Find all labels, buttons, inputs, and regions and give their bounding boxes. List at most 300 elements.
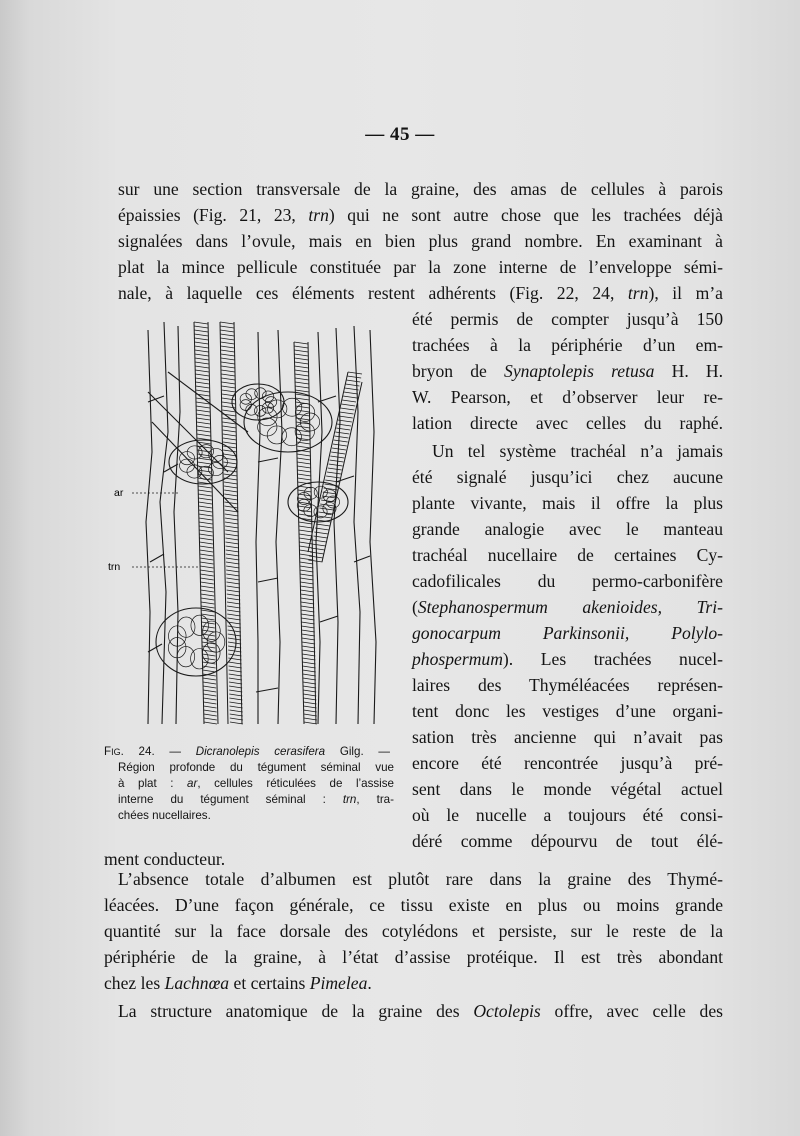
italic-term: trn xyxy=(308,205,329,225)
spiral-thickening xyxy=(194,342,208,344)
spiral-thickening xyxy=(303,694,316,696)
spiral-thickening xyxy=(299,542,312,544)
spiral-thickening xyxy=(326,476,340,478)
spiral-thickening xyxy=(302,666,315,668)
spiral-thickening xyxy=(204,706,217,708)
spiral-thickening xyxy=(197,462,211,464)
spiral-thickening xyxy=(302,646,315,648)
spiral-thickening xyxy=(299,550,312,552)
spiral-thickening xyxy=(195,350,209,352)
spiral-thickening xyxy=(332,448,346,450)
spiral-thickening xyxy=(229,694,242,696)
spiral-thickening xyxy=(199,514,213,516)
spiral-thickening xyxy=(200,550,213,552)
spiral-thickening xyxy=(226,562,239,564)
spiral-thickening xyxy=(198,490,212,492)
figure-24-illustration xyxy=(108,312,400,740)
text-line: bryon de Synaptolepis retusa H. H. xyxy=(412,361,723,381)
spiral-thickening xyxy=(201,606,214,608)
text-line: sent dans le monde végétal actuel xyxy=(412,779,723,799)
spiral-thickening xyxy=(227,598,240,600)
italic-term: trn xyxy=(627,283,649,303)
spiral-thickening xyxy=(342,400,356,402)
spiral-thickening xyxy=(230,718,243,720)
spiral-thickening xyxy=(297,462,311,464)
spiral-thickening xyxy=(199,530,212,532)
spiral-thickening xyxy=(195,378,209,380)
spiral-thickening xyxy=(200,574,213,576)
spiral-thickening xyxy=(301,602,314,604)
spiral-thickening xyxy=(195,358,209,360)
spiral-thickening xyxy=(196,418,210,420)
spiral-thickening xyxy=(222,410,236,412)
text-line: plat la mince pellicule constituée par la zone interne de l’enveloppe sémi- xyxy=(118,257,723,277)
spiral-thickening xyxy=(228,662,241,664)
spiral-thickening xyxy=(226,574,239,576)
text-line: trachées à la périphérie d’un em- xyxy=(412,335,723,355)
spiral-thickening xyxy=(303,674,316,676)
spiral-thickening xyxy=(200,570,213,572)
spiral-thickening xyxy=(295,374,309,376)
text-line: ment conducteur. xyxy=(104,849,226,869)
spiral-thickening xyxy=(223,430,237,432)
figure-caption-line: Région profonde du tégument séminal vue xyxy=(118,761,394,774)
spiral-thickening xyxy=(203,686,216,688)
text-line: trachéal nucellaire de certaines Cy- xyxy=(412,545,723,565)
figure-caption-line: chées nucellaires. xyxy=(118,809,211,822)
spiral-thickening xyxy=(295,370,309,372)
text-line: sur une section transversale de la graine, des amas de cellules à parois xyxy=(118,179,723,199)
italic-term: Stephanospermum akenioides, xyxy=(417,597,663,617)
spiral-thickening xyxy=(328,468,342,470)
italic-term: Polylo- xyxy=(671,623,723,643)
italic-term: phospermum xyxy=(412,649,503,669)
spiral-thickening xyxy=(229,686,242,688)
spiral-thickening xyxy=(299,530,313,532)
spiral-thickening xyxy=(225,514,239,516)
spiral-thickening xyxy=(303,702,316,704)
spiral-thickening xyxy=(299,526,313,528)
text-line: La structure anatomique de la graine des Octolepis offre, avec celle des xyxy=(118,1001,723,1021)
spiral-thickening xyxy=(228,626,241,628)
spiral-thickening xyxy=(337,424,351,426)
spiral-thickening xyxy=(295,366,309,368)
spiral-thickening xyxy=(199,538,212,540)
spiral-thickening xyxy=(201,602,214,604)
page-number: — 45 — xyxy=(365,124,435,145)
text-line: où le nucelle a toujours été consi- xyxy=(412,805,723,825)
text-line: tent donc les vestiges d’une organi- xyxy=(412,701,723,721)
spiral-thickening xyxy=(224,502,238,504)
italic-term: Pimelea xyxy=(309,973,368,993)
spiral-thickening xyxy=(295,386,309,388)
italic-term: Tri- xyxy=(696,597,723,617)
spiral-thickening xyxy=(226,570,239,572)
spiral-thickening xyxy=(223,442,237,444)
spiral-thickening xyxy=(334,440,348,442)
spiral-thickening xyxy=(221,366,235,368)
spiral-thickening xyxy=(228,634,241,636)
spiral-thickening xyxy=(223,438,237,440)
spiral-thickening xyxy=(195,366,209,368)
spiral-thickening xyxy=(222,402,236,404)
spiral-thickening xyxy=(316,524,330,526)
spiral-thickening xyxy=(300,570,313,572)
spiral-thickening xyxy=(296,426,310,428)
spiral-thickening xyxy=(312,544,326,546)
spiral-thickening xyxy=(300,590,313,592)
italic-term: Octolepis xyxy=(473,1001,541,1021)
spiral-thickening xyxy=(301,618,314,620)
spiral-thickening xyxy=(339,416,353,418)
spiral-thickening xyxy=(225,534,238,536)
spiral-thickening xyxy=(199,518,213,520)
text-line: quantité sur la face dorsale des cotylédons et persiste, sur le reste de la xyxy=(104,921,723,941)
text-line: (Stephanospermum akenioides, Tri- xyxy=(412,597,723,617)
spiral-thickening xyxy=(202,630,215,632)
spiral-thickening xyxy=(301,598,314,600)
spiral-thickening xyxy=(197,430,211,432)
spiral-thickening xyxy=(223,434,237,436)
reticulate-thickening xyxy=(209,462,224,475)
spiral-thickening xyxy=(336,428,350,430)
spiral-thickening xyxy=(194,338,208,340)
text-line: épaissies (Fig. 21, 23, trn) qui ne sont autre chose que les trachées déjà xyxy=(118,205,723,225)
spiral-thickening xyxy=(199,522,213,524)
spiral-thickening xyxy=(220,322,234,324)
spiral-thickening xyxy=(295,382,309,384)
figure-caption-line: à plat : ar, cellules réticulées de l’assise xyxy=(118,777,394,790)
text-line: laires des Thyméléacées représen- xyxy=(412,675,723,695)
spiral-thickening xyxy=(295,378,309,380)
reticulate-thickening xyxy=(202,643,220,663)
spiral-thickening xyxy=(301,622,314,624)
spiral-thickening xyxy=(198,486,212,488)
spiral-thickening xyxy=(198,494,212,496)
spiral-thickening xyxy=(300,566,313,568)
spiral-thickening xyxy=(195,370,209,372)
spiral-thickening xyxy=(204,718,217,720)
spiral-thickening xyxy=(199,534,212,536)
text-line: périphérie de la graine, à l’état d’assise protéique. Il est très abondant xyxy=(104,947,723,967)
spiral-thickening xyxy=(222,390,236,392)
reticulate-thickening xyxy=(191,615,209,635)
spiral-thickening xyxy=(200,554,213,556)
spiral-thickening xyxy=(196,414,210,416)
spiral-thickening xyxy=(227,614,240,616)
spiral-thickening xyxy=(222,398,236,400)
spiral-thickening xyxy=(199,510,213,512)
spiral-thickening xyxy=(304,714,317,716)
spiral-thickening xyxy=(301,594,314,596)
spiral-thickening xyxy=(204,722,217,724)
spiral-thickening xyxy=(299,546,312,548)
spiral-thickening xyxy=(203,670,216,672)
spiral-thickening xyxy=(221,374,235,376)
spiral-thickening xyxy=(197,458,211,460)
spiral-thickening xyxy=(194,326,208,328)
label-trn: trn xyxy=(108,561,121,573)
spiral-thickening xyxy=(228,646,241,648)
spiral-thickening xyxy=(195,362,209,364)
spiral-thickening xyxy=(202,654,215,656)
spiral-thickening xyxy=(202,638,215,640)
text-line: nale, à laquelle ces éléments restent adhérents (Fig. 22, 24, trn), il m’a xyxy=(118,283,723,303)
spiral-thickening xyxy=(226,578,239,580)
reticulate-thickening xyxy=(255,388,266,399)
spiral-thickening xyxy=(199,506,213,508)
spiral-thickening xyxy=(203,682,216,684)
spiral-thickening xyxy=(347,376,361,378)
spiral-thickening xyxy=(294,342,308,344)
spiral-thickening xyxy=(224,490,238,492)
spiral-thickening xyxy=(227,602,240,604)
spiral-thickening xyxy=(297,470,311,472)
spiral-thickening xyxy=(329,460,343,462)
spiral-thickening xyxy=(196,410,210,412)
spiral-thickening xyxy=(226,550,239,552)
spiral-thickening xyxy=(227,586,240,588)
spiral-thickening xyxy=(203,690,216,692)
spiral-thickening xyxy=(195,346,209,348)
spiral-thickening xyxy=(194,322,208,324)
italic-term: Lachnœa xyxy=(164,973,230,993)
spiral-thickening xyxy=(226,566,239,568)
spiral-thickening xyxy=(229,674,242,676)
spiral-thickening xyxy=(304,710,317,712)
spiral-thickening xyxy=(303,698,316,700)
spiral-thickening xyxy=(196,422,210,424)
spiral-thickening xyxy=(304,722,317,724)
spiral-thickening xyxy=(220,338,234,340)
spiral-thickening xyxy=(348,372,362,374)
spiral-thickening xyxy=(303,670,316,672)
spiral-thickening xyxy=(296,410,310,412)
spiral-thickening xyxy=(299,534,312,536)
spiral-thickening xyxy=(300,562,313,564)
spiral-thickening xyxy=(345,384,359,386)
text-line: grande analogie avec le manteau xyxy=(412,519,723,539)
text-line: cadofilicales du permo-carbonifère xyxy=(412,571,723,591)
spiral-thickening xyxy=(223,446,237,448)
spiral-thickening xyxy=(230,714,243,716)
spiral-thickening xyxy=(194,334,208,336)
spiral-thickening xyxy=(195,382,209,384)
spiral-thickening xyxy=(304,718,317,720)
spiral-thickening xyxy=(295,362,309,364)
spiral-thickening xyxy=(229,678,242,680)
spiral-thickening xyxy=(225,530,238,532)
text-line: lation directe avec celles du raphé. xyxy=(412,413,723,433)
spiral-thickening xyxy=(302,630,315,632)
spiral-thickening xyxy=(222,414,236,416)
spiral-thickening xyxy=(224,494,238,496)
spiral-thickening xyxy=(325,480,339,482)
spiral-thickening xyxy=(300,582,313,584)
spiral-thickening xyxy=(197,434,211,436)
spiral-thickening xyxy=(224,470,238,472)
spiral-thickening xyxy=(333,444,347,446)
spiral-thickening xyxy=(297,446,311,448)
spiral-thickening xyxy=(228,654,241,656)
spiral-thickening xyxy=(227,606,240,608)
spiral-thickening xyxy=(203,698,216,700)
text-line: W. Pearson, et d’observer leur re- xyxy=(412,387,723,407)
spiral-thickening xyxy=(227,594,240,596)
spiral-thickening xyxy=(302,662,315,664)
spiral-thickening xyxy=(302,642,315,644)
spiral-thickening xyxy=(344,392,358,394)
spiral-thickening xyxy=(225,506,239,508)
spiral-thickening xyxy=(221,382,235,384)
spiral-thickening xyxy=(223,458,237,460)
spiral-thickening xyxy=(341,404,355,406)
spiral-thickening xyxy=(313,536,327,538)
spiral-thickening xyxy=(196,406,210,408)
spiral-thickening xyxy=(302,650,315,652)
spiral-thickening xyxy=(230,722,243,724)
reticulate-thickening xyxy=(282,398,301,416)
spiral-thickening xyxy=(200,558,213,560)
spiral-thickening xyxy=(301,614,314,616)
spiral-thickening xyxy=(294,350,308,352)
spiral-thickening xyxy=(201,594,214,596)
spiral-thickening xyxy=(297,458,311,460)
spiral-thickening xyxy=(203,678,216,680)
spiral-thickening xyxy=(311,548,325,550)
spiral-thickening xyxy=(226,554,239,556)
spiral-thickening xyxy=(200,562,213,564)
spiral-thickening xyxy=(222,386,236,388)
spiral-thickening xyxy=(221,358,235,360)
text-line: phospermum). Les trachées nucel- xyxy=(412,649,723,669)
spiral-thickening xyxy=(225,518,239,520)
spiral-thickening xyxy=(297,466,311,468)
spiral-thickening xyxy=(220,342,234,344)
spiral-thickening xyxy=(227,618,240,620)
spiral-thickening xyxy=(196,386,210,388)
spiral-thickening xyxy=(220,334,234,336)
spiral-thickening xyxy=(323,492,337,494)
spiral-thickening xyxy=(225,522,239,524)
spiral-thickening xyxy=(195,374,209,376)
spiral-thickening xyxy=(196,390,210,392)
spiral-thickening xyxy=(228,642,241,644)
spiral-thickening xyxy=(204,714,217,716)
spiral-thickening xyxy=(229,702,242,704)
reticulate-thickening xyxy=(295,404,314,422)
spiral-thickening xyxy=(200,546,213,548)
spiral-thickening xyxy=(225,542,238,544)
spiral-thickening xyxy=(225,526,238,528)
text-line: été permis de compter jusqu’à 150 xyxy=(412,309,723,329)
spiral-thickening xyxy=(227,610,240,612)
spiral-thickening xyxy=(197,426,211,428)
spiral-thickening xyxy=(302,658,315,660)
spiral-thickening xyxy=(229,698,242,700)
spiral-thickening xyxy=(203,702,216,704)
spiral-thickening xyxy=(297,474,311,476)
spiral-thickening xyxy=(224,482,238,484)
text-line: sation très ancienne qui n’avait pas xyxy=(412,727,723,747)
spiral-thickening xyxy=(221,378,235,380)
spiral-thickening xyxy=(223,462,237,464)
spiral-thickening xyxy=(227,590,240,592)
spiral-thickening xyxy=(221,362,235,364)
spiral-thickening xyxy=(303,678,316,680)
spiral-thickening xyxy=(228,638,241,640)
spiral-thickening xyxy=(220,326,234,328)
spiral-thickening xyxy=(340,408,354,410)
spiral-thickening xyxy=(198,502,212,504)
spiral-thickening xyxy=(198,498,212,500)
spiral-thickening xyxy=(301,626,314,628)
spiral-thickening xyxy=(221,354,235,356)
spiral-thickening xyxy=(301,610,314,612)
spiral-thickening xyxy=(230,710,243,712)
spiral-thickening xyxy=(224,486,238,488)
italic-term: Synaptolepis retusa xyxy=(504,361,655,381)
spiral-thickening xyxy=(299,522,313,524)
spiral-thickening xyxy=(226,582,239,584)
text-line: signalées dans l’ovule, mais en bien plus grand nombre. En examinant à xyxy=(118,231,723,251)
spiral-thickening xyxy=(297,454,311,456)
spiral-thickening xyxy=(223,450,237,452)
spiral-thickening xyxy=(201,586,214,588)
spiral-thickening xyxy=(230,706,243,708)
spiral-thickening xyxy=(343,396,357,398)
italic-term: gonocarpum Parkinsonii, xyxy=(412,623,630,643)
spiral-thickening xyxy=(303,682,316,684)
spiral-thickening xyxy=(335,432,349,434)
spiral-thickening xyxy=(229,690,242,692)
spiral-thickening xyxy=(221,346,235,348)
spiral-thickening xyxy=(298,478,312,480)
spiral-thickening xyxy=(300,574,313,576)
spiral-thickening xyxy=(300,586,313,588)
spiral-thickening xyxy=(200,578,213,580)
spiral-thickening xyxy=(200,582,213,584)
text-line: léacées. D’une façon générale, ce tissu existe en plus ou moins grande xyxy=(104,895,723,915)
spiral-thickening xyxy=(294,346,308,348)
spiral-thickening xyxy=(329,464,343,466)
text-line xyxy=(412,620,723,646)
spiral-thickening xyxy=(301,606,314,608)
spiral-thickening xyxy=(294,358,308,360)
figure-caption-line: FIG. 24. — Dicranolepis cerasifera Gilg. — xyxy=(104,745,390,758)
spiral-thickening xyxy=(199,526,212,528)
text-line: L’absence totale d’albumen est plutôt rare dans la graine des Thymé- xyxy=(118,869,723,889)
spiral-thickening xyxy=(335,436,349,438)
spiral-thickening xyxy=(203,694,216,696)
spiral-thickening xyxy=(302,654,315,656)
spiral-thickening xyxy=(204,710,217,712)
italic-term: Dicranolepis cerasifera xyxy=(195,745,326,758)
spiral-thickening xyxy=(327,472,341,474)
spiral-thickening xyxy=(229,682,242,684)
reticulate-thickening xyxy=(323,490,336,502)
spiral-thickening xyxy=(194,330,208,332)
spiral-thickening xyxy=(303,690,316,692)
spiral-thickening xyxy=(302,634,315,636)
spiral-thickening xyxy=(223,426,237,428)
spiral-thickening xyxy=(201,590,214,592)
reticulate-thickening xyxy=(295,423,314,441)
spiral-thickening xyxy=(226,558,239,560)
spiral-thickening xyxy=(220,330,234,332)
spiral-thickening xyxy=(197,450,211,452)
spiral-thickening xyxy=(313,540,327,542)
